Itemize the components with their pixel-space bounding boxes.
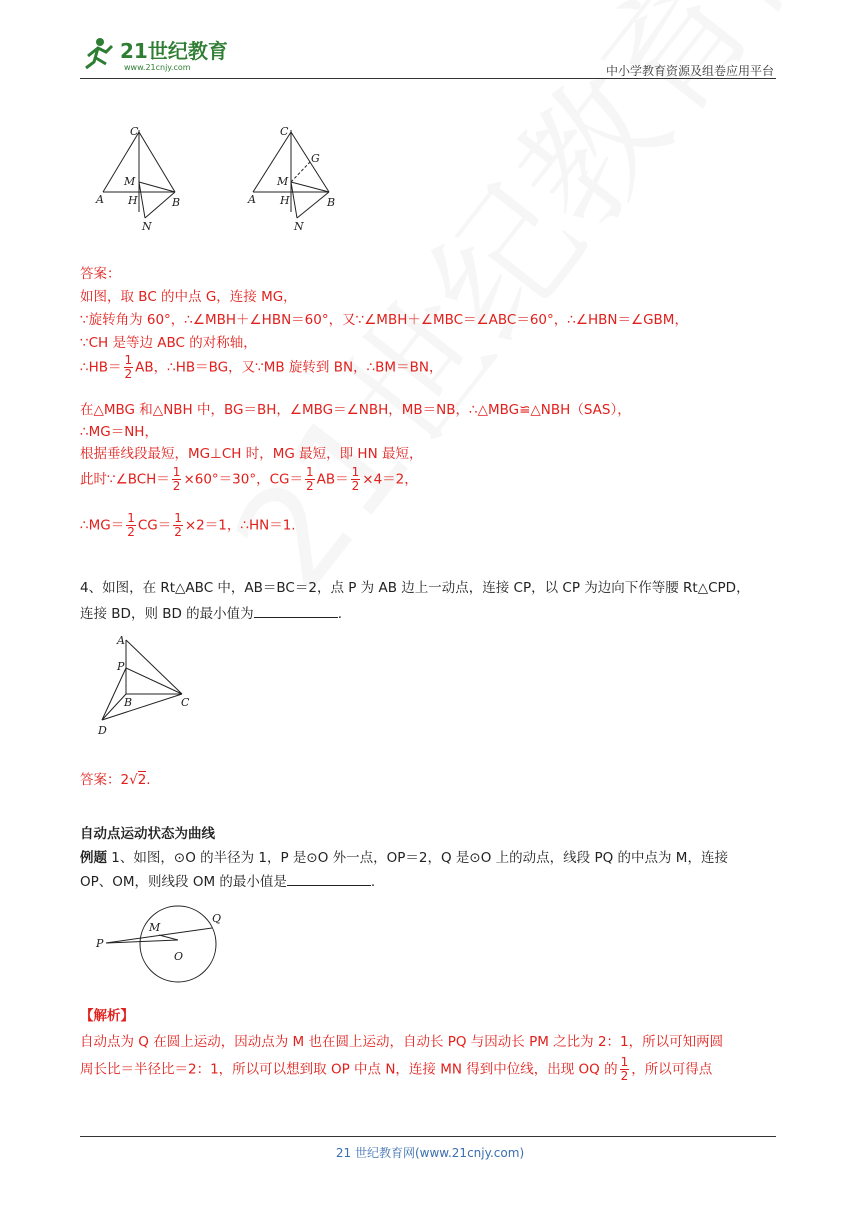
label: A <box>96 193 104 206</box>
label: M <box>124 175 136 188</box>
label: H <box>128 194 138 207</box>
label: N <box>142 220 152 233</box>
answer-blank <box>287 873 371 886</box>
answer-line: ∵旋转角为 60°，∴∠MBH＋∠HBN＝60°，又∵∠MBH＋∠MBC＝∠ABC＝60°，∴∠HBN＝∠GBM， <box>80 312 688 328</box>
header-divider <box>80 78 776 79</box>
label: H <box>280 194 290 207</box>
example-line: OP、OM，则线段 OM 的最小值是 . <box>80 874 376 890</box>
analysis-heading: 【解析】 <box>80 1008 134 1024</box>
footer-divider <box>80 1136 776 1137</box>
label: C <box>280 125 289 138</box>
answer-line: 答案：2√2. <box>80 772 151 788</box>
label: B <box>172 196 181 209</box>
example-line: 例题 1、如图，⊙O 的半径为 1，P 是⊙O 外一点，OP＝2，Q 是⊙O 上的动点，线段 PQ 的中点为 M，连接 <box>80 850 728 866</box>
label: M <box>277 175 289 188</box>
answer-line: ∵CH 是等边 ABC 的对称轴， <box>80 335 257 351</box>
answer-blank <box>254 605 338 618</box>
analysis-line: 自动点为 Q 在圆上运动，因动点为 M 也在圆上运动，自动长 PQ 与因动长 PM 之比为 2：1，所以可知两圆 <box>80 1034 724 1050</box>
label: C <box>130 125 139 138</box>
answer-line: ∴MG＝NH， <box>80 424 158 440</box>
analysis-line: 周长比＝半径比＝2：1，所以可以想到取 OP 中点 N，连接 MN 得到中位线，出现 OQ 的 $\frac{1}{2}$ ，所以可得点 <box>80 1055 713 1083</box>
label: O <box>174 950 184 963</box>
sqrt-symbol: √ <box>129 772 138 788</box>
section-title: 自动点运动状态为曲线 <box>80 826 215 842</box>
fraction: $\frac{1}{2}$ <box>351 465 360 493</box>
footer-link[interactable]: 21 世纪教育网(www.21cnjy.com) <box>335 1146 525 1160</box>
question-line: 连接 BD，则 BD 的最小值为 . <box>80 606 342 622</box>
label: C <box>181 696 190 709</box>
site-logo <box>80 34 250 74</box>
fraction: $\frac{1}{2}$ <box>172 465 181 493</box>
runner-icon <box>86 38 112 68</box>
fraction: $\frac{1}{2}$ <box>127 511 135 539</box>
fraction: $\frac{1}{2}$ <box>174 511 182 539</box>
label: N <box>294 220 304 233</box>
label: G <box>311 152 320 165</box>
answer-line: 此时∵∠BCH＝ $\frac{1}{2}$ ×60°＝30°，CG＝ $\frac{1}{2}$ AB＝ $\frac{1}{2}$ ×4＝2， <box>80 465 418 493</box>
label: A <box>117 634 125 647</box>
logo-text: 21世纪教育 <box>120 39 228 63</box>
answer-line: ∴MG＝ $\frac{1}{2}$ CG＝ $\frac{1}{2}$ ×2＝1，∴HN＝1. <box>80 511 296 539</box>
label: D <box>98 724 107 737</box>
answer-line: 在△MBG 和△NBH 中，BG＝BH，∠MBG＝∠NBH，MB＝NB，∴△MBG≌△NBH（SAS）， <box>80 402 631 418</box>
label: P <box>96 937 104 950</box>
header-site-name: 中小学教育资源及组卷应用平台 <box>605 64 774 78</box>
fraction: $\frac{1}{2}$ <box>124 353 133 381</box>
label: Q <box>212 912 222 925</box>
label: B <box>327 196 336 209</box>
triangle-figures <box>90 120 370 238</box>
answer-line: 根据垂线段最短，MG⊥CH 时，MG 最短，即 HN 最短， <box>80 446 423 462</box>
fraction: $\frac{1}{2}$ <box>620 1055 629 1083</box>
circle-figure <box>90 900 240 990</box>
right-triangle-figure <box>90 628 210 740</box>
label: P <box>117 660 125 673</box>
answer-heading: 答案： <box>80 266 121 282</box>
answer-line: 如图，取 BC 的中点 G，连接 MG， <box>80 289 297 305</box>
label: A <box>248 193 256 206</box>
answer-line: ∴HB＝ $\frac{1}{2}$ AB，∴HB＝BG，又∵MB 旋转到 BN，∴BM＝BN， <box>80 353 443 381</box>
label: M <box>149 921 161 934</box>
question-line: 4、如图，在 Rt△ABC 中，AB＝BC＝2，点 P 为 AB 边上一动点，连接 CP，以 CP 为边向下作等腰 Rt△CPD， <box>80 580 750 596</box>
logo-url: www.21cnjy.com <box>124 63 191 72</box>
label: B <box>124 696 133 709</box>
fraction: $\frac{1}{2}$ <box>306 465 314 493</box>
